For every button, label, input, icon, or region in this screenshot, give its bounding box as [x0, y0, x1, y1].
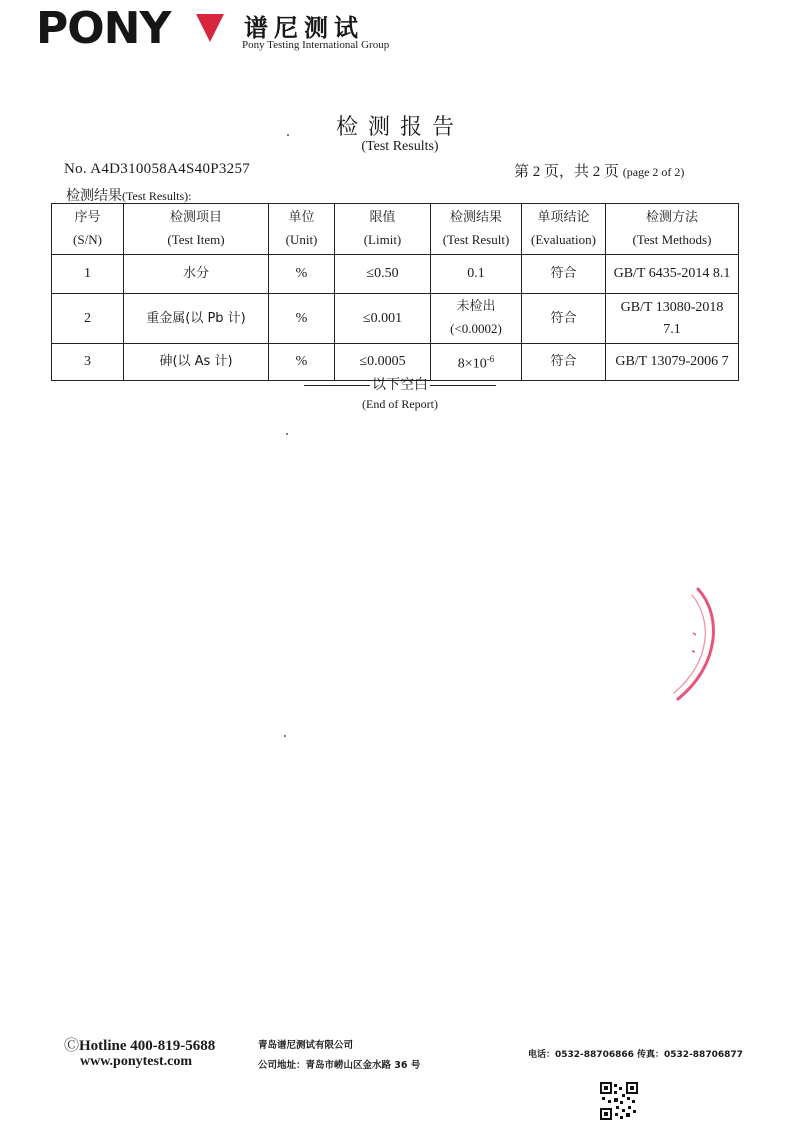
cell-limit: ≤0.001 [335, 294, 431, 344]
page-indicator-cn: 第 2 页，共 2 页 [514, 164, 620, 180]
report-title: 检测报告 [335, 115, 464, 140]
header-limit: 限值 (Limit) [335, 204, 431, 255]
footer-company: 青岛谱尼测试有限公司 [258, 1040, 354, 1051]
table-header-row [52, 204, 739, 255]
scan-speck [287, 134, 289, 136]
cell-unit: % [269, 255, 335, 294]
cell-item: 水分 [124, 255, 269, 294]
qr-code-icon [600, 1082, 638, 1120]
cell-result: $8\times 10^{-6}$ [431, 344, 522, 381]
cell-evaluation: 符合 [522, 294, 606, 344]
header-test-methods: 检测方法 (Test Methods) [606, 204, 739, 255]
cell-limit: ≤0.0005 [335, 344, 431, 381]
table-row [52, 255, 739, 294]
cell-result: 未检出 (<0.0002) [431, 294, 522, 344]
page-indicator [514, 160, 684, 181]
cell-sn: 3 [52, 344, 124, 381]
results-table [51, 203, 739, 381]
company-name-cn: 谱尼测试 [244, 14, 364, 42]
end-of-report-en: (End of Report) [362, 397, 438, 411]
table-row [52, 294, 739, 344]
cell-sn: 1 [52, 255, 124, 294]
report-subtitle: (Test Results) [361, 139, 439, 154]
end-of-report-cn: 以下空白 [0, 374, 800, 394]
company-name-en: Pony Testing International Group [242, 39, 390, 51]
header-sn: 序号 (S/N) [52, 204, 124, 255]
cell-item: 重金属(以 Pb 计) [124, 294, 269, 344]
header-unit: 单位 (Unit) [269, 204, 335, 255]
logo-triangle-icon [196, 14, 224, 42]
results-label [66, 185, 192, 205]
cell-unit: % [269, 344, 335, 381]
cell-sn: 2 [52, 294, 124, 344]
footer-phone-fax: 电话：0532-88706866 传真：0532-88706877 [528, 1050, 743, 1060]
cell-limit: ≤0.50 [335, 255, 431, 294]
cell-method: GB/T 13080-2018 7.1 [606, 294, 739, 344]
results-label-cn: 检测结果 [66, 189, 122, 204]
cell-evaluation: 符合 [522, 344, 606, 381]
cell-method: GB/T 6435-2014 8.1 [606, 255, 739, 294]
cell-evaluation: 符合 [522, 255, 606, 294]
seal-stamp-icon [640, 585, 730, 705]
report-number: No. A4D310058A4S40P3257 [64, 161, 251, 177]
cell-result: 0.1 [431, 255, 522, 294]
footer-website[interactable]: www.ponytest.com [80, 1054, 192, 1069]
divider [304, 385, 370, 386]
scan-speck [284, 735, 286, 737]
cell-unit: % [269, 294, 335, 344]
header-evaluation: 单项结论 (Evaluation) [522, 204, 606, 255]
header-test-result: 检测结果 (Test Result) [431, 204, 522, 255]
cell-item: 砷(以 As 计) [124, 344, 269, 381]
footer-hotline: ⒸHotline 400-819-5688 [64, 1038, 216, 1054]
scan-speck [286, 433, 288, 435]
page-indicator-en: (page 2 of 2) [622, 165, 685, 179]
divider [430, 385, 496, 386]
results-label-en: (Test Results): [122, 189, 192, 203]
header-test-item: 检测项目 (Test Item) [124, 204, 269, 255]
copyright-c-icon: Ⓒ [64, 1038, 80, 1054]
cell-method: GB/T 13079-2006 7 [606, 344, 739, 381]
logo-wordmark: PONY [36, 3, 171, 54]
footer-address: 公司地址：青岛市崂山区金水路 36 号 [258, 1060, 421, 1071]
